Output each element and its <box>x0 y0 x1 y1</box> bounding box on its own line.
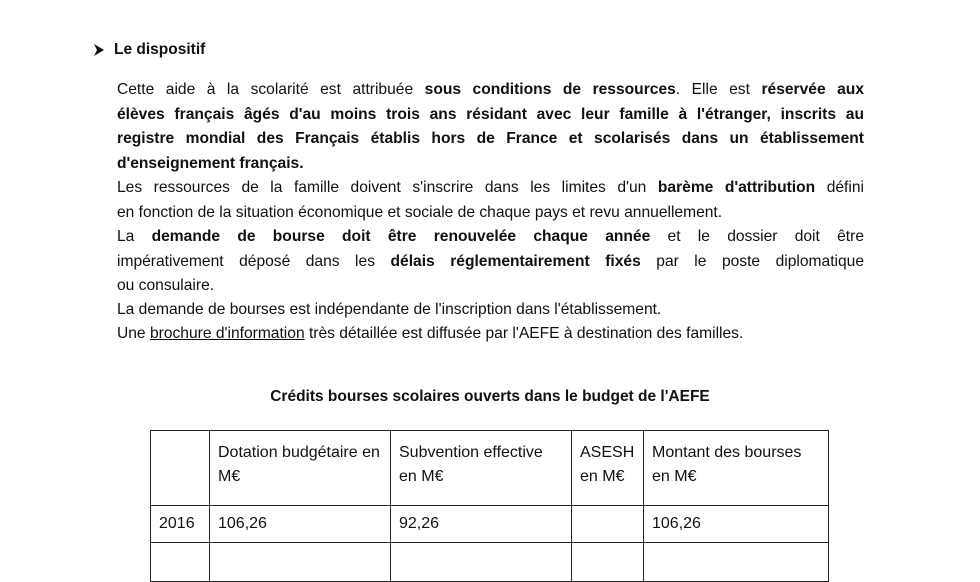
para2-line2: en fonction de la situation économique et sociale de chaque pays et revu annuellement. <box>117 203 723 221</box>
table-caption: Crédits bourses scolaires ouverts dans le budget de l'AEFE <box>270 388 710 405</box>
para4-line: La demande de bourses est indépendante de l'inscription dans l'établissement. <box>117 301 662 318</box>
para1-line4: d'enseignement français. <box>117 154 304 172</box>
header-asesh: ASESH en M€ <box>572 431 644 506</box>
paragraph-3 <box>117 225 864 299</box>
cell-subvention: 92,26 <box>391 506 572 543</box>
header-subvention: Subvention effective en M€ <box>391 431 572 506</box>
paragraph-5 <box>117 322 864 347</box>
table-row <box>151 506 829 543</box>
para3-line3: ou consulaire. <box>117 277 215 295</box>
brochure-link[interactable]: brochure d'information <box>149 325 305 342</box>
paragraph-4 <box>117 298 864 323</box>
cell-year: 2016 <box>151 506 210 543</box>
cell-dotation: 106,26 <box>210 506 391 543</box>
para1-line2: élèves français âgés d'au moins trois ans résidant avec leur famille à l'étranger, inscrits au <box>117 105 864 123</box>
arrow-bullet-icon <box>92 43 106 57</box>
table-header-row <box>151 431 829 506</box>
paragraph-1 <box>117 78 864 176</box>
cell-asesh <box>572 506 644 543</box>
para1-line3: registre mondial des Français établis hors de France et scolarisés dans un établissement <box>117 130 864 148</box>
table-row-partial <box>151 543 829 582</box>
section-heading <box>92 41 205 59</box>
header-year <box>151 431 210 506</box>
credits-table <box>150 430 829 582</box>
para2-line1: Les ressources de la famille doivent s'inscrire dans les limites d'un barème d'attribution défini <box>117 179 864 196</box>
paragraph-2 <box>117 176 864 225</box>
para1-line1: Cette aide à la scolarité est attribuée sous conditions de ressources. Elle est réservée aux <box>117 81 864 98</box>
heading-text: Le dispositif <box>114 41 206 58</box>
cell-montant: 106,26 <box>644 506 829 543</box>
header-dotation: Dotation budgétaire en M€ <box>210 431 391 506</box>
para5-line: Une brochure d'information très détaillée est diffusée par l'AEFE à destination des familles. <box>117 325 744 342</box>
para3-line1: La demande de bourse doit être renouvelée chaque année et le dossier doit être <box>117 228 864 245</box>
header-montant: Montant des bourses en M€ <box>644 431 829 506</box>
para3-line2: impérativement déposé dans les délais réglementairement fixés par le poste diplomatique <box>117 252 865 270</box>
